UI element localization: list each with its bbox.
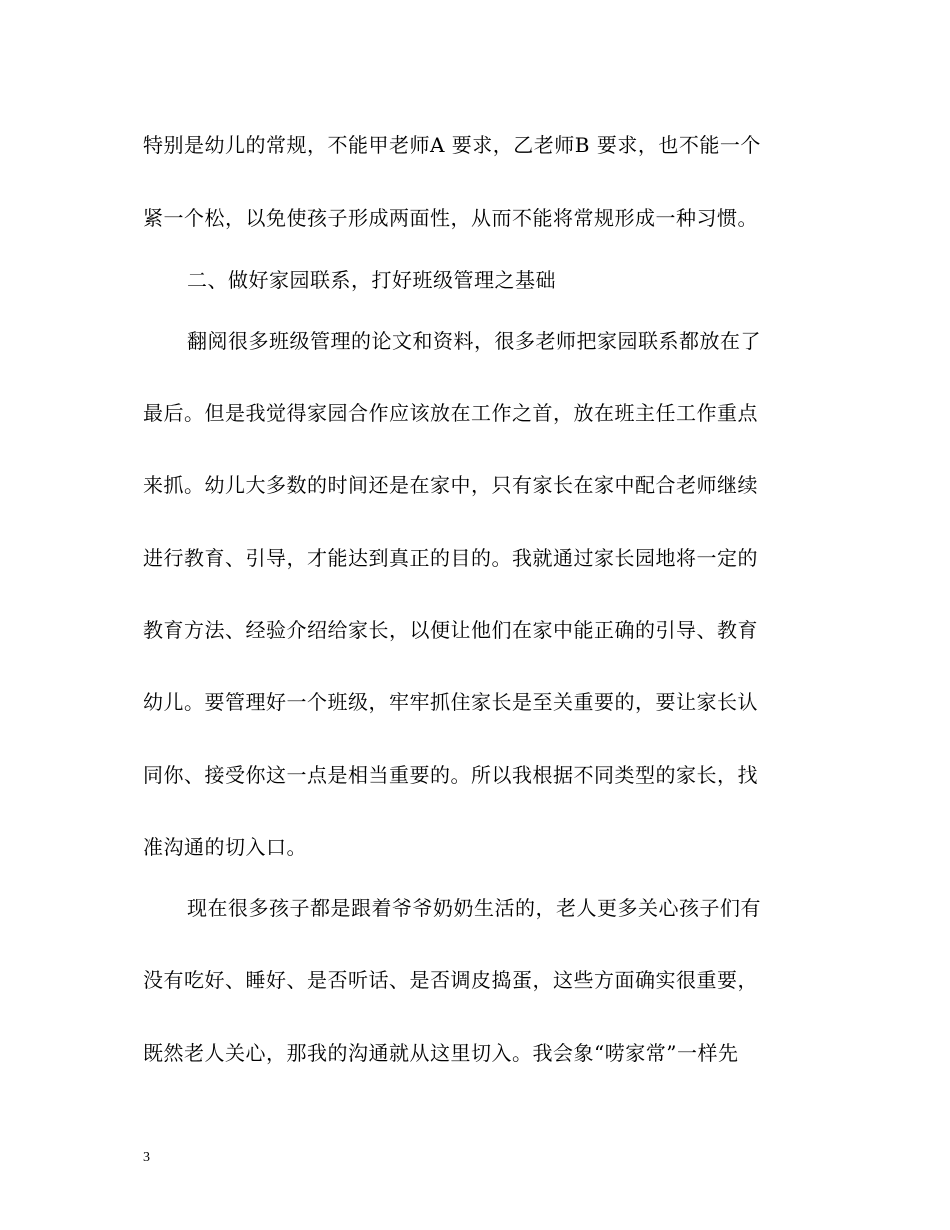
text-line-1: 特别是幼儿的常规，不能甲老师A 要求，乙老师B 要求，也不能一个	[143, 133, 761, 157]
text-line-8: 教育方法、经验介绍给家长，以便让他们在家中能正确的引导、教育	[143, 618, 758, 642]
text-line-7: 进行教育、引导，才能达到真正的目的。我就通过家长园地将一定的	[143, 546, 758, 570]
text-line-6: 来抓。幼儿大多数的时间还是在家中，只有家长在家中配合老师继续	[143, 473, 758, 497]
section-heading: 二、做好家园联系，打好班级管理之基础	[187, 268, 556, 292]
text-line-14: 既然老人关心，那我的沟通就从这里切入。我会象“唠家常”一样先	[143, 1041, 739, 1065]
text-line-4: 翻阅很多班级管理的论文和资料，很多老师把家园联系都放在了	[187, 329, 761, 353]
text-line-2: 紧一个松，以免使孩子形成两面性，从而不能将常规形成一种习惯。	[143, 206, 758, 230]
page-number: 3	[143, 1150, 150, 1165]
text-line-5: 最后。但是我觉得家园合作应该放在工作之首，放在班主任工作重点	[143, 401, 758, 425]
text-line-11: 准沟通的切入口。	[143, 835, 307, 859]
text-line-10: 同你、接受你这一点是相当重要的。所以我根据不同类型的家长，找	[143, 763, 758, 787]
text-line-9: 幼儿。要管理好一个班级，牢牢抓住家长是至关重要的，要让家长认	[143, 690, 758, 714]
text-line-12: 现在很多孩子都是跟着爷爷奶奶生活的，老人更多关心孩子们有	[187, 896, 761, 920]
text-line-13: 没有吃好、睡好、是否听话、是否调皮捣蛋，这些方面确实很重要，	[143, 968, 758, 992]
